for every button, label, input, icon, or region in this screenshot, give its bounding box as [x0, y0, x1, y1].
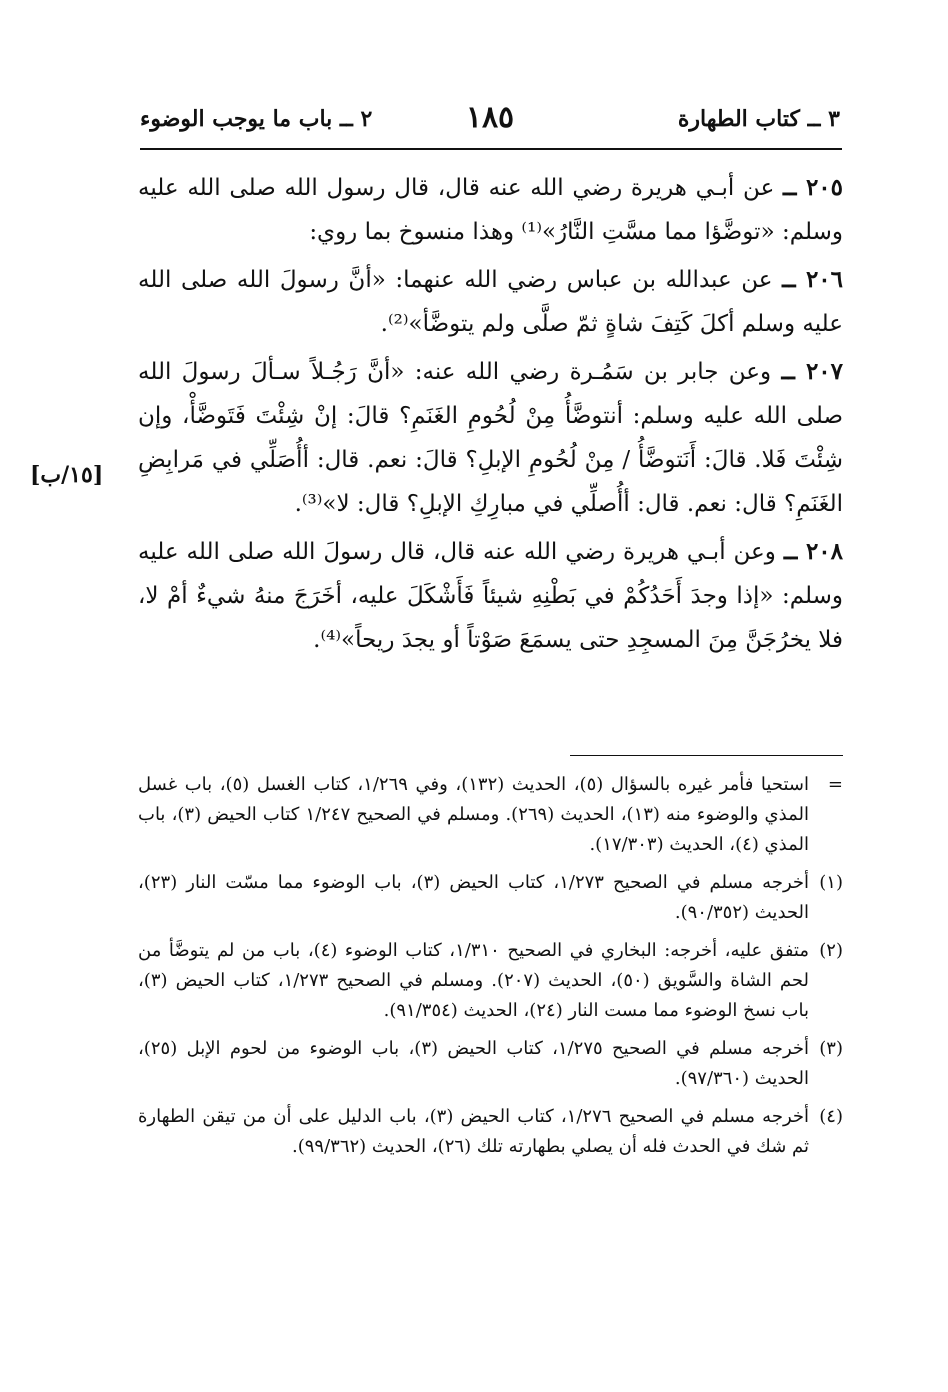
main-text: [138, 166, 843, 666]
footnote-3: [138, 1034, 843, 1094]
footnote-rule: [570, 755, 843, 756]
hadith-207: [138, 350, 843, 526]
section-title: ٢ ــ باب ما يوجب الوضوء: [140, 106, 373, 132]
hadith-205: [138, 166, 843, 254]
footnote-2: [138, 936, 843, 1026]
running-header: [140, 100, 840, 144]
chapter-title: ٣ ــ كتاب الطهارة: [677, 106, 840, 132]
hadith-number: ٢٠٧ ــ: [781, 358, 843, 385]
footnote-text: أخرجه مسلم في الصحيح ١/٢٧٦، كتاب الحيض (٣)، باب الدليل على أن من تيقن الطهارة ثم شك في الحدث فله أن يصلي بطهارته تلك (٢٦)، الحديث (٩٩/٣٦٢).: [138, 1106, 809, 1157]
hadith-206: [138, 258, 843, 346]
page-number: ١٨٥: [465, 100, 515, 135]
footnote-text: استحيا فأمر غيره بالسؤال (٥)، الحديث (١٣٢)، وفي ١/٢٦٩، كتاب الغسل (٥)، باب غسل المذي والوضوء منه (١٣)، الحديث (٢٦٩). ومسلم في الصحيح ١/٢٤٧ كتاب الحيض (٣)، باب المذي (٤)، الحديث (١٧/٣٠٣).: [138, 774, 809, 855]
hadith-text: وعن أبـي هريرة رضي الله عنه قال، قال رسولَ الله صلى الله عليه وسلم: «إذا وجدَ أَحَدُكُمْ في بَطْنِهِ شيئاً فَأَشْكَلَ عليه، أخَرَجَ منهُ شيءٌ أمْ لا، فلا يخرُجَنَّ مِنَ المسجِدِ حتى يسمَعَ صَوْتاً أو يجدَ ريحاً»⁽⁴⁾.: [138, 539, 843, 653]
footnote-text: أخرجه مسلم في الصحيح ١/٢٧٥، كتاب الحيض (٣)، باب الوضوء من لحوم الإبل (٢٥)، الحديث (٩٧/٣٦٠).: [138, 1038, 809, 1089]
hadith-number: ٢٠٦ ــ: [782, 266, 844, 293]
footnote-mark: (١): [819, 872, 843, 893]
footnote-mark: =: [827, 774, 843, 795]
hadith-208: [138, 530, 843, 662]
hadith-number: ٢٠٥ ــ: [783, 174, 844, 201]
footnote-mark: (٢): [819, 940, 843, 961]
footnote-continued: [138, 770, 843, 860]
hadith-number: ٢٠٨ ــ: [783, 538, 844, 565]
header-rule: [140, 148, 842, 150]
hadith-text: عن أبـي هريرة رضي الله عنه قال، قال رسول الله صلى الله عليه وسلم: «توضَّؤا مما مسَّتِ النَّارُ»⁽¹⁾ وهذا منسوخ بما روي:: [138, 175, 843, 245]
footnote-4: [138, 1102, 843, 1162]
manuscript-folio-note: [١٥/ب]: [30, 462, 104, 488]
footnote-text: أخرجه مسلم في الصحيح ١/٢٧٣، كتاب الحيض (٣)، باب الوضوء مما مسّت النار (٢٣)، الحديث (٩٠/٣٥٢).: [138, 872, 810, 923]
footnote-mark: (٣): [819, 1038, 843, 1059]
hadith-text: وعن جابر بن سَمُـرة رضي الله عنه: «أنَّ رَجُـلاً سـألَ رسولَ الله صلى الله عليه وسلم: أنتوضَّأُ مِنْ لُحُومِ الغَنَمِ؟ قالَ: إنْ شِئْتَ فَتَوضَّأْ، وإن شِئْتَ فَلا. قالَ: أَنَتوضَّأُ / مِنْ لُحُومِ الإبلِ؟ قالَ: نعم. قال: أأُصَلِّي في مَرابِضِ الغَنَمِ؟ قال: نعم. قال: أأُصلِّي في مبارِكِ الإبلِ؟ قال: لا»⁽³⁾.: [138, 359, 843, 517]
footnote-1: [138, 868, 843, 928]
footnotes: [138, 770, 843, 1170]
footnote-mark: (٤): [819, 1106, 843, 1127]
hadith-text: عن عبدالله بن عباس رضي الله عنهما: «أنَّ رسولَ الله صلى الله عليه وسلم أكلَ كَتِفَ شاةٍ ثمّ صلَّى ولم يتوضَّأ»⁽²⁾.: [138, 267, 843, 337]
footnote-text: متفق عليه، أخرجه: البخاري في الصحيح ١/٣١٠، كتاب الوضوء (٤)، باب من لم يتوضَّأ من لحم الشاة والسَّويق (٥٠)، الحديث (٢٠٧). ومسلم في الصحيح ١/٢٧٣، كتاب الحيض (٣)، باب نسخ الوضوء مما مست النار (٢٤)، الحديث (٩١/٣٥٤).: [138, 940, 810, 1021]
